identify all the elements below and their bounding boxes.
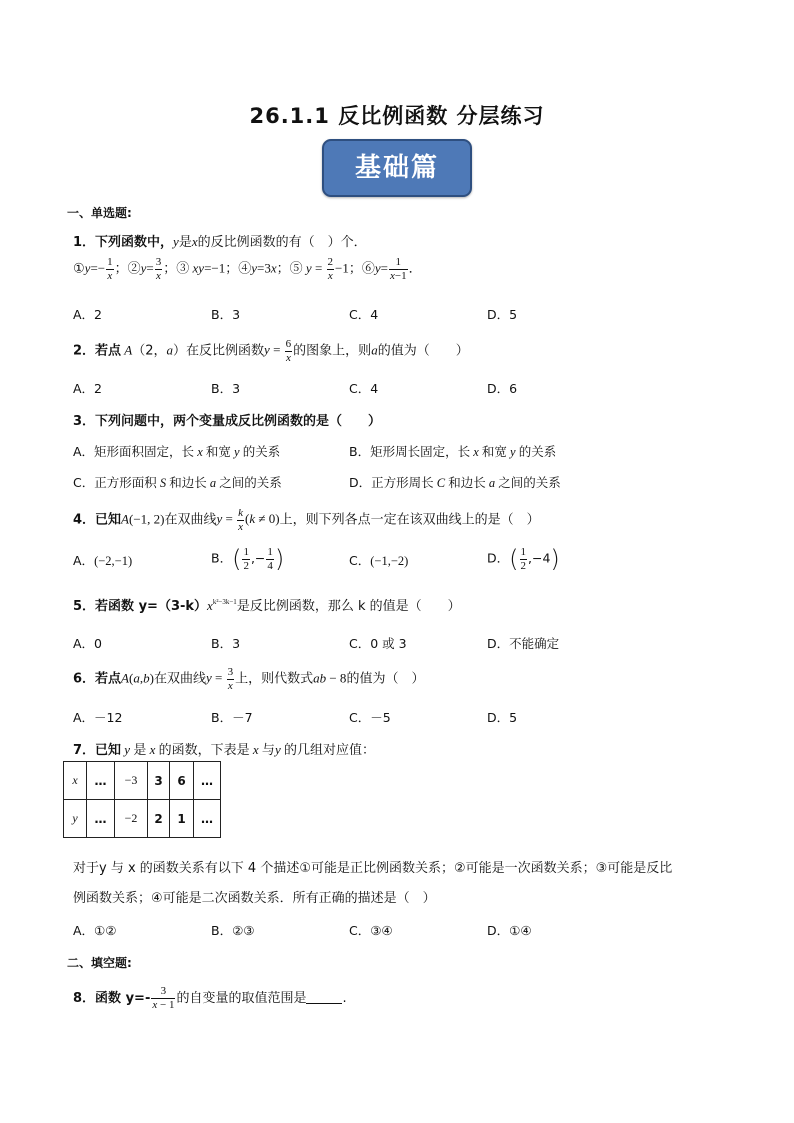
table-row-x: x … −3 3 6 … — [64, 762, 221, 800]
question-3-option-d[interactable]: D．正方形周长 C 和边长 a 之间的关系 — [349, 475, 561, 490]
question-4-option-b[interactable]: B．( $\frac{1}{2}$ ,− $\frac{1}{4}$ ) — [211, 545, 285, 573]
question-3-option-c[interactable]: C．正方形面积 S 和边长 a 之间的关系 — [73, 475, 282, 490]
question-6-option-b[interactable]: B．－7 — [211, 710, 253, 725]
answer-blank[interactable] — [306, 991, 342, 1004]
question-7-description-line-1: 对于y 与 x 的函数关系有以下 4 个描述①可能是正比例函数关系；②可能是一次函数关系；③可能是反比 — [73, 861, 673, 876]
question-1-option-d[interactable]: D．5 — [487, 307, 518, 322]
question-2-option-b[interactable]: B．3 — [211, 381, 241, 396]
question-7-option-c[interactable]: C．③④ — [349, 923, 393, 938]
level-badge: 基础篇 — [322, 139, 472, 197]
question-3-option-a[interactable]: A．矩形面积固定，长 x 和宽 y 的关系 — [73, 444, 281, 459]
question-5-option-d[interactable]: D．不能确定 — [487, 636, 560, 651]
question-4-option-a[interactable]: A．(−2,−1) — [73, 553, 133, 568]
question-4-stem: 4．已知A(−1, 2)在双曲线y = $\frac{k}{x}$ (k ≠ 0)上，则下列各点一定在该双曲线上的是（ ） — [73, 507, 540, 533]
question-5-option-a[interactable]: A．0 — [73, 636, 103, 651]
question-5-option-b[interactable]: B．3 — [211, 636, 241, 651]
value-table — [63, 761, 221, 838]
section-heading-fill-in: 二、填空题: — [67, 956, 132, 970]
question-7-option-d[interactable]: D．①④ — [487, 923, 532, 938]
question-1-stem: 1．下列函数中，y是x的反比例函数的有（ ）个． — [73, 234, 367, 250]
section-heading-single-choice: 一、单选题: — [67, 206, 132, 220]
question-6-option-c[interactable]: C．－5 — [349, 710, 391, 725]
question-2-option-c[interactable]: C．4 — [349, 381, 379, 396]
question-5-option-c[interactable]: C．0 或 3 — [349, 636, 407, 651]
question-2-stem: 2．若点 A（2，a）在反比例函数y = $\frac{6}{x}$ 的图象上，则a的值为（ ） — [73, 338, 469, 364]
question-7-option-a[interactable]: A．①② — [73, 923, 117, 938]
page-title: 26.1.1 反比例函数 分层练习 — [249, 104, 545, 128]
table-row-y: y … −2 2 1 … — [64, 800, 221, 838]
question-6-stem: 6．若点A(a,b)在双曲线y = $\frac{3}{x}$ 上，则代数式ab − 8的值为（ ） — [73, 666, 425, 692]
question-7-stem: 7．已知 y 是 x 的函数，下表是 x 与y 的几组对应值： — [73, 742, 375, 758]
question-2-option-d[interactable]: D．6 — [487, 381, 518, 396]
question-1-functions: ①y=− $\frac{1}{x}$ ；②y= $\frac{3}{x}$ ；③ xy=−1；④y=3x；⑤ y = $\frac{2}{x}$ −1；⑥y= $\frac{1}{x-1}$ ． — [73, 256, 422, 282]
question-5-stem: 5．若函数 $y=(3-k)x^{k^2-3k-1}$是反比例函数，那么 k 的值是（ ） — [73, 598, 461, 614]
question-1-option-c[interactable]: C．4 — [349, 307, 379, 322]
question-1-option-a[interactable]: A．2 — [73, 307, 103, 322]
question-7-option-b[interactable]: B．②③ — [211, 923, 255, 938]
question-3-stem: 3．下列问题中，两个变量成反比例函数的是（ ） — [73, 414, 382, 429]
question-6-option-d[interactable]: D．5 — [487, 710, 518, 725]
question-1-option-b[interactable]: B．3 — [211, 307, 241, 322]
question-6-option-a[interactable]: A．－12 — [73, 710, 123, 725]
question-4-option-c[interactable]: C．(−1,−2) — [349, 553, 409, 568]
question-8-stem: 8．函数 y=- $\frac{3}{x - 1}$ 的自变量的取值范围是 . — [73, 985, 347, 1011]
question-4-option-d[interactable]: D．( $\frac{1}{2}$ ,−4) — [487, 545, 560, 573]
question-2-option-a[interactable]: A．2 — [73, 381, 103, 396]
question-7-description-line-2: 例函数关系；④可能是二次函数关系．所有正确的描述是（ ） — [73, 891, 436, 906]
question-3-option-b[interactable]: B．矩形周长固定，长 x 和宽 y 的关系 — [349, 444, 557, 459]
